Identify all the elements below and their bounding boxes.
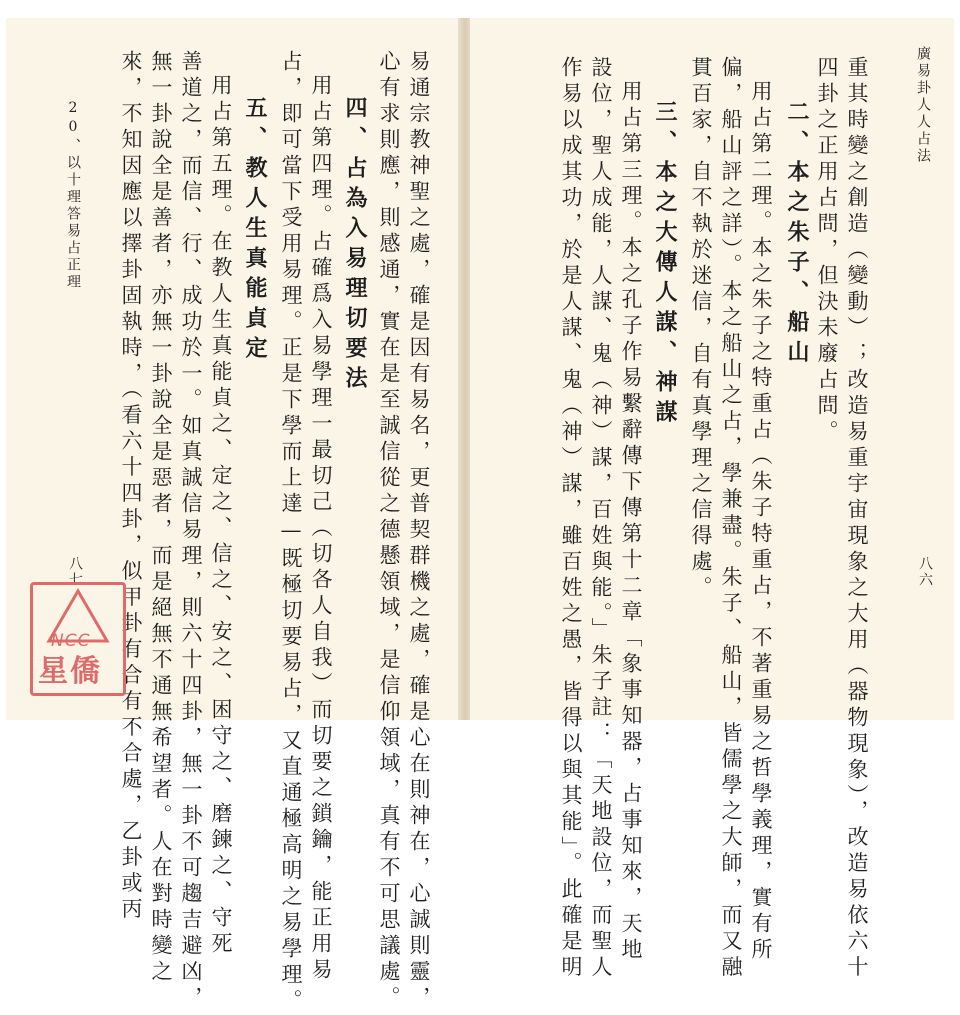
watermark-stamp	[30, 582, 126, 696]
text-line: 心有求則應，則感通，實在是至誠信從之德懸領域，是信仰領域，真有不可思議處。	[377, 50, 401, 1012]
running-head-right: 廣易卦人人占法	[915, 46, 931, 165]
section-heading: 三、本之大傳人謀、神謀	[652, 100, 678, 430]
text-line: 用占第三理。本之孔子作易繫辭傳下傳第十二章「象事知器，占事知來，天地	[619, 80, 643, 964]
stamp-name: 星僑	[38, 654, 102, 689]
text-line: 貫百家，自不執於迷信，自有真學理之信得處。	[689, 56, 713, 602]
text-line: 用占第二理。本之朱子之特重占（朱子特重占，不著重易之哲學義理，實有所	[749, 80, 773, 964]
text-line: 偏，船山評之詳）。本之船山之占，學兼盡。朱子、船山，皆儒學之大師，而又融	[719, 56, 743, 982]
page-number-right: 八六	[917, 556, 933, 588]
text-line: 善道之，而信、行、成功於一。如真誠信易理，則六十四卦，無一卦不可趨吉避凶，	[179, 50, 203, 1012]
stamp-logo-text: NCC	[51, 631, 91, 651]
text-line: 占，即可當下受用易理。正是下學而上達—既極切要易占，又直通極高明之易學理。	[279, 50, 303, 1015]
section-heading: 二、本之朱子、船山	[784, 100, 810, 370]
text-line: 用占第五理。在教人生真能貞之、定之、信之、安之、困守之、磨鍊之、守死	[209, 74, 233, 958]
running-head-left: 20、以十理答易占正理	[65, 100, 81, 291]
page-number-left: 八七	[67, 556, 83, 588]
text-line: 四卦之正用占問，但決未廢占問。	[815, 56, 839, 446]
text-line: 易通宗教神聖之處，確是因有易名，更普契群機之處，確是心在則神在，心誠則靈，	[407, 50, 431, 1012]
text-line: 設位，聖人成能，人謀、鬼（神）謀，百姓與能。」朱子註：「天地設位，而聖人	[589, 56, 613, 982]
text-line: 作易以成其功，於是人謀、鬼（神）謀，雖百姓之愚，皆得以與其能」。此確是明	[559, 56, 583, 982]
section-heading: 四、占為入易理切要法	[342, 96, 368, 396]
text-line: 來，不知因應以擇卦固執時，（看六十四卦，似甲卦有合有不合處，乙卦或丙	[119, 50, 143, 924]
text-line: 用占第四理。占確爲入易學理一最切己（切各人自我）而切要之鎖鑰，能正用易	[309, 74, 333, 984]
text-line: 重其時變之創造（變動）；改造易重宇宙現象之大用（器物現象），改造易依六十	[845, 56, 869, 982]
section-heading: 五、教人生真能貞定	[242, 96, 268, 366]
text-line: 無一卦說全是善者，亦無一卦說全是惡者，而是絕無不通無希望者。人在對時變之	[149, 50, 173, 986]
